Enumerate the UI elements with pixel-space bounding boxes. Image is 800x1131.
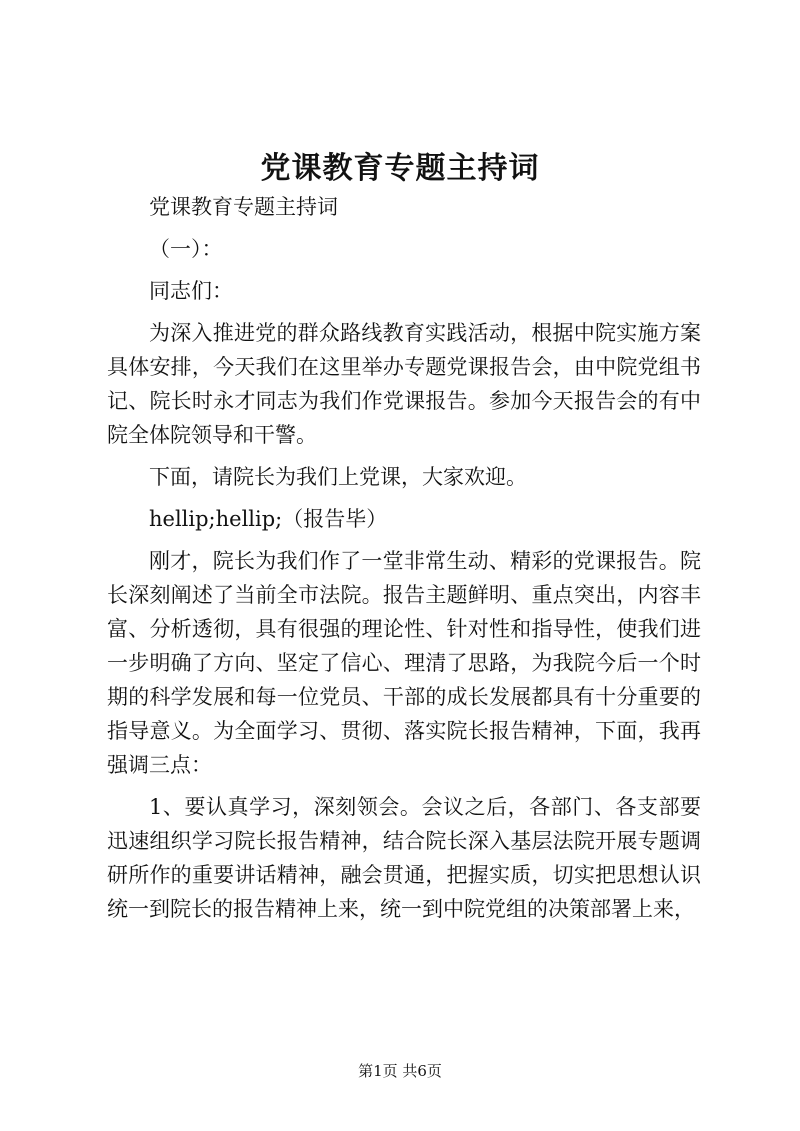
document-body: [107, 190, 701, 934]
page-footer: 第1页 共6页: [358, 1062, 442, 1080]
paragraph-salutation: 同志们：: [149, 279, 233, 303]
paragraph-section-number: （一）：: [149, 237, 223, 261]
paragraph-intro: 为深入推进党的群众路线教育实践活动，根据中院实施方案具体安排，今天我们在这里举办专题党课报告会，由中院党组书记、院长时永才同志为我们作党课报告。参加今天报告会的有中院全体院领导和干警。: [107, 321, 701, 447]
paragraph-subtitle: 党课教育专题主持词: [149, 195, 338, 219]
paragraph-report-end: hellip;hellip;（报告毕）: [149, 507, 388, 531]
paragraph-invitation: 下面，请院长为我们上党课，大家欢迎。: [149, 465, 527, 489]
document-title: 党课教育专题主持词: [260, 151, 540, 186]
paragraph-summary: 刚才，院长为我们作了一堂非常生动、精彩的党课报告。院长深刻阐述了当前全市法院。报告主题鲜明、重点突出，内容丰富、分析透彻，具有很强的理论性、针对性和指导性，使我们进一步明确了方向、坚定了信心、理清了思路，为我院今后一个时期的科学发展和每一位党员、干部的成长发展都具有十分重要的指导意义。为全面学习、贯彻、落实院长报告精神，下面，我再强调三点：: [107, 549, 701, 777]
paragraph-point-one: 1、要认真学习，深刻领会。会议之后，各部门、各支部要迅速组织学习院长报告精神，结合院长深入基层法院开展专题调研所作的重要讲话精神，融会贯通，把握实质，切实把思想认识统一到院长的报告精神上来，统一到中院党组的决策部署上来，: [107, 795, 701, 921]
